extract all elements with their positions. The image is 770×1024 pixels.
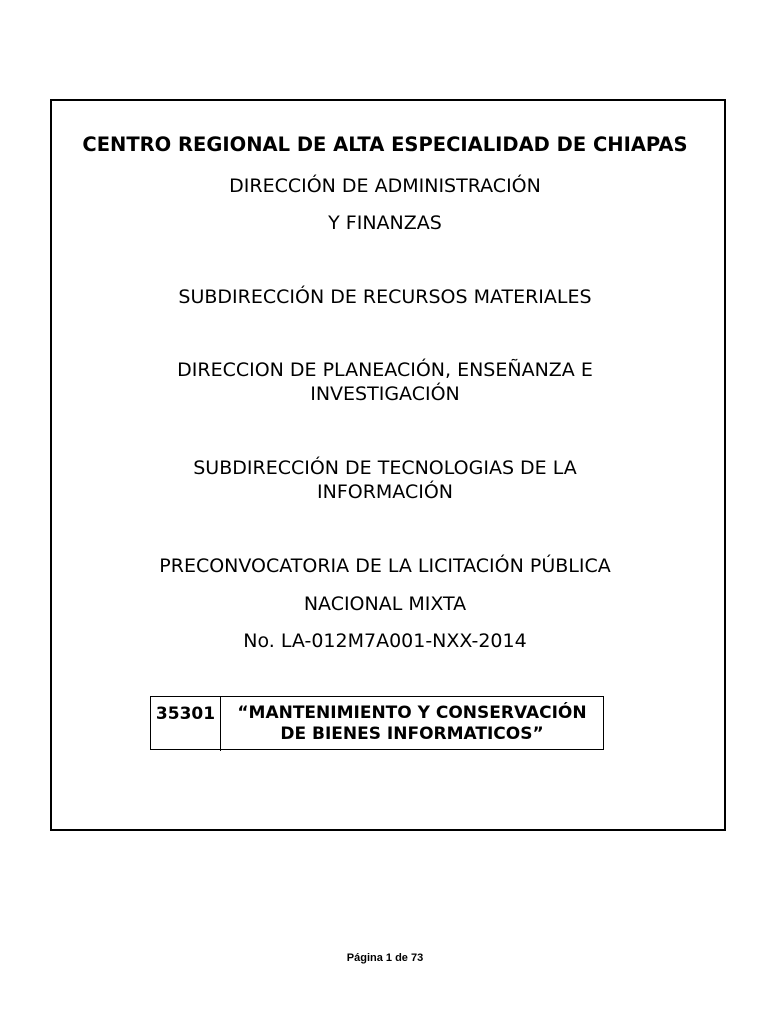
call-line-2: NACIONAL MIXTA xyxy=(303,593,467,615)
planning-line-1: DIRECCION DE PLANEACIÓN, ENSEÑANZA E xyxy=(177,359,593,381)
item-description-line-2: DE BIENES INFORMATICOS” xyxy=(280,724,544,744)
call-line-1: PRECONVOCATORIA DE LA LICITACIÓN PÚBLICA xyxy=(159,555,611,577)
it-subdirection-line-2: INFORMACIÓN xyxy=(317,481,453,503)
item-description xyxy=(221,697,603,755)
planning-line-2: INVESTIGACIÓN xyxy=(310,383,460,405)
direction-line-2: Y FINANZAS xyxy=(328,212,442,234)
page-number: Página 1 de 73 xyxy=(346,952,424,964)
direction-line-1: DIRECCIÓN DE ADMINISTRACIÓN xyxy=(229,175,541,197)
item-table xyxy=(150,696,604,750)
item-code: 35301 xyxy=(151,697,221,751)
call-number: No. LA-012M7A001-NXX-2014 xyxy=(243,630,527,652)
it-subdirection-line-1: SUBDIRECCIÓN DE TECNOLOGIAS DE LA xyxy=(193,457,577,479)
institution-title: CENTRO REGIONAL DE ALTA ESPECIALIDAD DE CHIAPAS xyxy=(82,133,688,156)
subdirection-materials: SUBDIRECCIÓN DE RECURSOS MATERIALES xyxy=(178,286,592,308)
item-description-line-1: “MANTENIMIENTO Y CONSERVACIÓN xyxy=(237,703,587,723)
